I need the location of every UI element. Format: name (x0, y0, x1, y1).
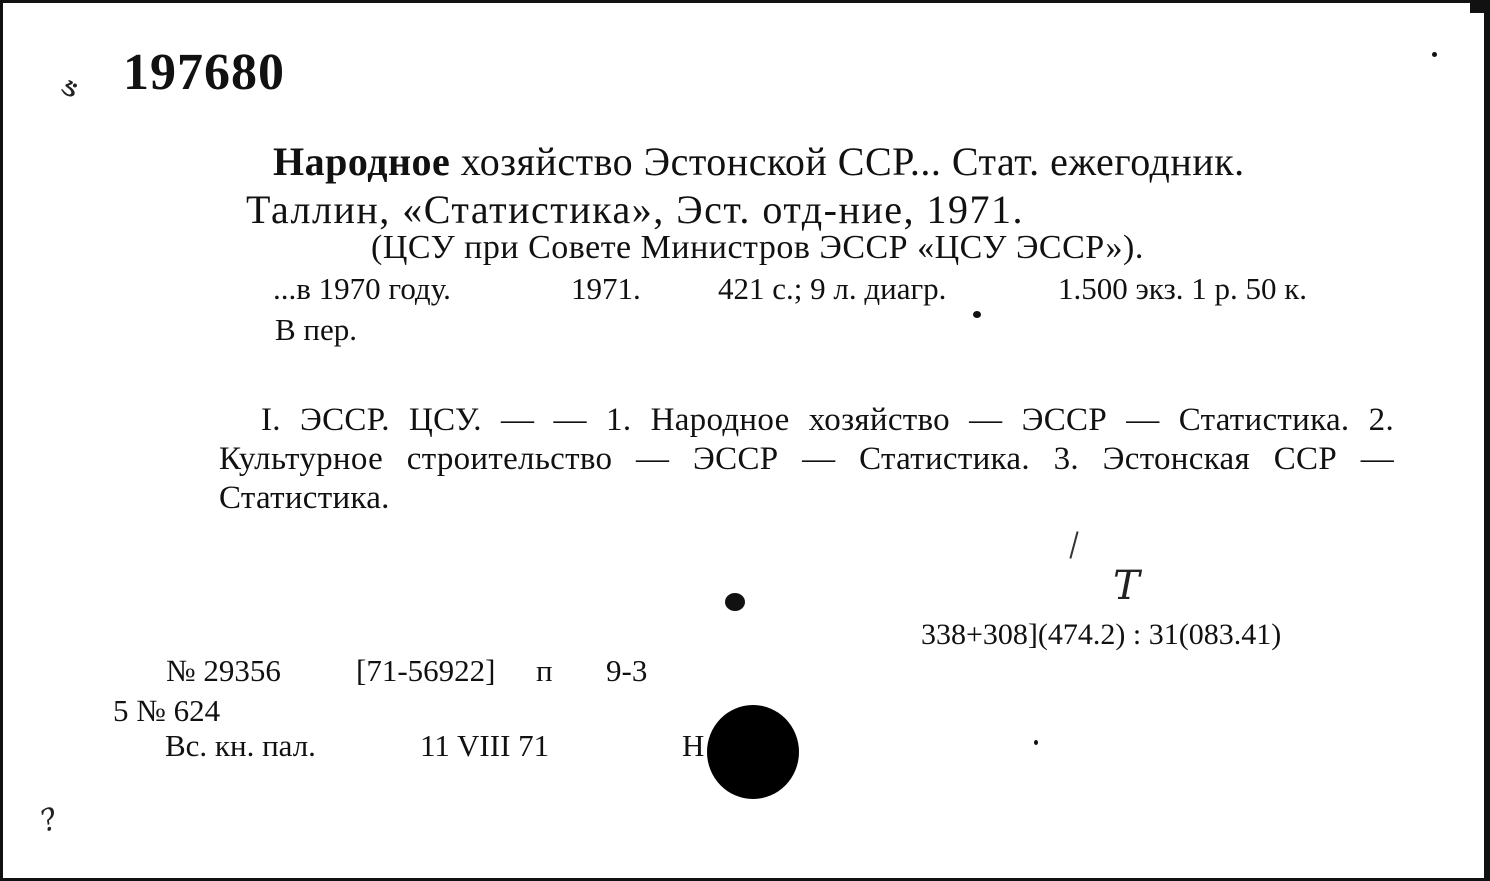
handwritten-tick (1069, 531, 1078, 559)
binding-note: В пер. (275, 312, 358, 347)
collation-copies-price: 1.500 экз. 1 р. 50 к. (1058, 271, 1308, 306)
title-heading-word: Народное (273, 139, 451, 184)
order-code: [71-56922] (356, 653, 496, 688)
registry-date: 11 VIII 71 (420, 728, 550, 763)
order-number: № 29356 (166, 653, 281, 688)
collation-issue: ...в 1970 году. (273, 271, 451, 306)
collation-line (273, 273, 1307, 304)
ink-dot (973, 311, 981, 318)
issuing-body-note: (ЦСУ при Совете Министров ЭССР «ЦСУ ЭССР»). (371, 229, 1144, 266)
ink-dot (1432, 52, 1437, 57)
subject-tracing: I. ЭССР. ЦСУ. — — 1. Народное хозяйство — ЭССР — Статистика. 2. Культурное строительство — ЭССР — Статистика. 3. Эстонская ССР — Статистика. (219, 402, 1394, 516)
registry-line (165, 730, 704, 761)
punch-hole (707, 705, 799, 799)
imprint-line: Таллин, «Статистика», Эст. отд-ние, 1971. (246, 187, 1025, 232)
stamp-mark: ઙ (61, 73, 78, 102)
collation-pages: 421 с.; 9 л. диагр. (718, 271, 947, 306)
title-line (273, 139, 1245, 184)
registry-letter: Н (682, 728, 705, 763)
copy-note: 5 № 624 (113, 693, 221, 728)
handwritten-mark: Т (1113, 563, 1140, 609)
classification-index: 338+308](474.2) : 31(083.41) (921, 618, 1282, 651)
ink-dot (725, 593, 745, 611)
ink-dot (1034, 740, 1038, 745)
order-letter: п (536, 653, 553, 688)
order-line (166, 655, 647, 686)
order-series: 9-3 (606, 653, 648, 688)
card-corner-mark (1470, 3, 1484, 13)
accession-number: 197680 (123, 44, 285, 101)
title-rest: хозяйство Эстонской ССР... Стат. ежегодник. (450, 139, 1245, 184)
collation-year: 1971. (571, 271, 641, 306)
registry-label: Вс. кн. пал. (165, 728, 316, 763)
handwritten-corner-mark: ? (35, 801, 63, 840)
